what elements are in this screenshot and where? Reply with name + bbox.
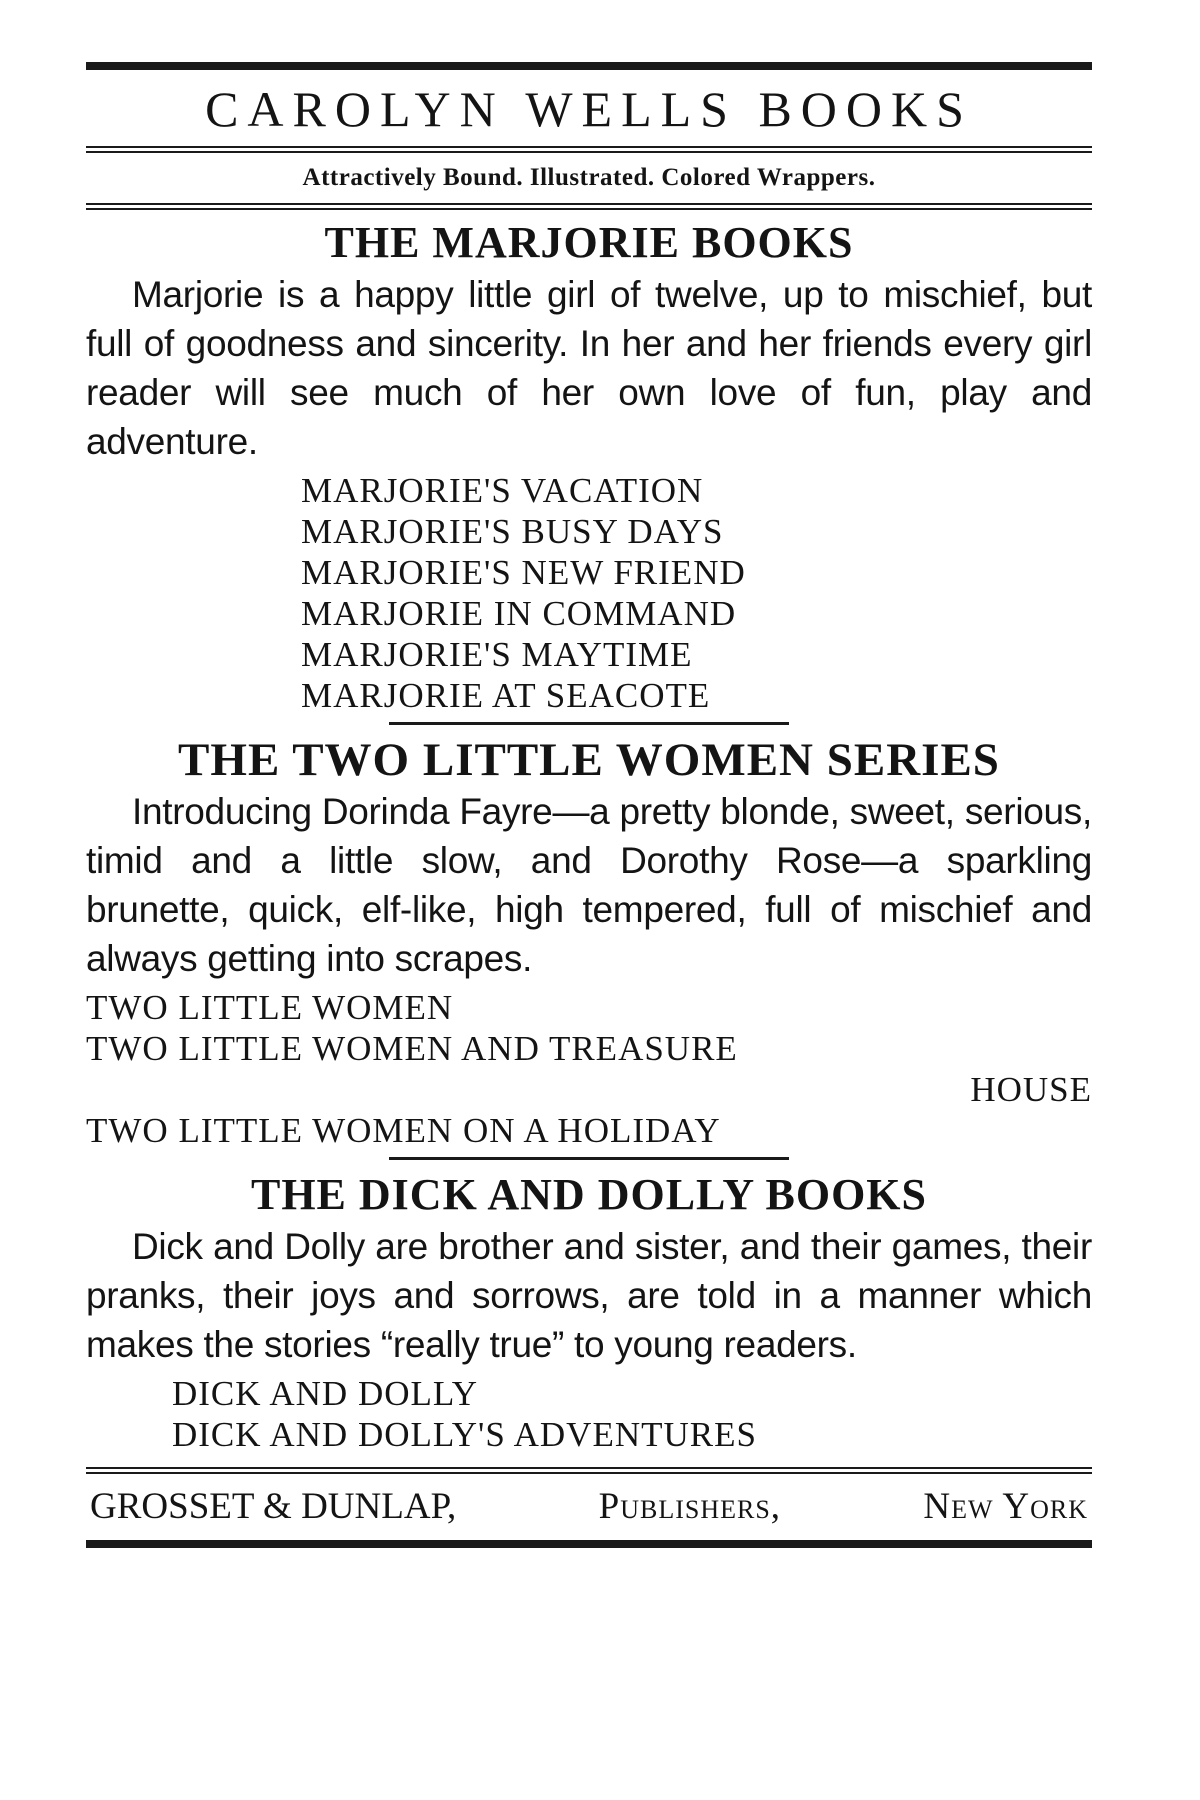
book-title: TWO LITTLE WOMEN AND TREASURE <box>86 1029 738 1068</box>
section-title: THE DICK AND DOLLY BOOKS <box>250 1170 927 1219</box>
book-title: MARJORIE'S MAYTIME <box>301 635 693 674</box>
page-subtitle: Attractively Bound. Illustrated. Colored Wrappers. <box>302 164 876 191</box>
title-rule <box>86 146 1092 153</box>
marjorie-section <box>86 216 1092 716</box>
book-list <box>86 987 1092 1151</box>
publisher-role: Publishers, <box>598 1486 782 1527</box>
section-description: Dick and Dolly are brother and sister, and their games, their pranks, their joys and sorrows, are told in a manner which makes the stories “really true” to young readers. <box>86 1226 1092 1365</box>
bottom-heavy-rule <box>86 1540 1092 1548</box>
top-heavy-rule <box>86 62 1092 70</box>
subtitle-rule <box>86 203 1092 210</box>
book-title: DICK AND DOLLY <box>172 1374 479 1413</box>
section-description: Marjorie is a happy little girl of twelve, up to mischief, but full of goodness and sincerity. In her and her friends every girl reader will see much of her own love of fun, play and adventure. <box>86 274 1092 462</box>
book-title: MARJORIE AT SEACOTE <box>301 676 711 715</box>
section-divider <box>389 1157 789 1160</box>
section-divider <box>389 722 789 725</box>
book-title: MARJORIE'S VACATION <box>301 471 704 510</box>
publisher-name: GROSSET & DUNLAP, <box>90 1486 457 1527</box>
section-title: THE MARJORIE BOOKS <box>324 218 854 267</box>
footer-rule <box>86 1467 1092 1474</box>
book-title-continuation: HOUSE <box>970 1070 1092 1109</box>
two-little-women-section <box>86 733 1092 1151</box>
book-title: MARJORIE'S BUSY DAYS <box>301 512 724 551</box>
publisher-footer <box>86 1474 1092 1540</box>
book-title: TWO LITTLE WOMEN ON A HOLIDAY <box>86 1111 721 1150</box>
book-list <box>86 470 1092 716</box>
book-list <box>86 1373 1092 1455</box>
dick-and-dolly-section <box>86 1168 1092 1455</box>
book-title: MARJORIE'S NEW FRIEND <box>301 553 746 592</box>
book-title: TWO LITTLE WOMEN <box>86 988 454 1027</box>
book-title: MARJORIE IN COMMAND <box>301 594 737 633</box>
page-title: CAROLYN WELLS BOOKS <box>205 81 973 137</box>
book-title: DICK AND DOLLY'S ADVENTURES <box>172 1415 757 1454</box>
section-title: THE TWO LITTLE WOMEN SERIES <box>178 734 1000 786</box>
section-description: Introducing Dorinda Fayre—a pretty blonde, sweet, serious, timid and a little slow, and Dorothy Rose—a sparkling brunette, quick, elf-like, high tempered, full of mischief and always getting into scrapes. <box>86 791 1092 979</box>
publisher-city: New York <box>923 1486 1088 1527</box>
advertisement-page <box>86 62 1092 1548</box>
